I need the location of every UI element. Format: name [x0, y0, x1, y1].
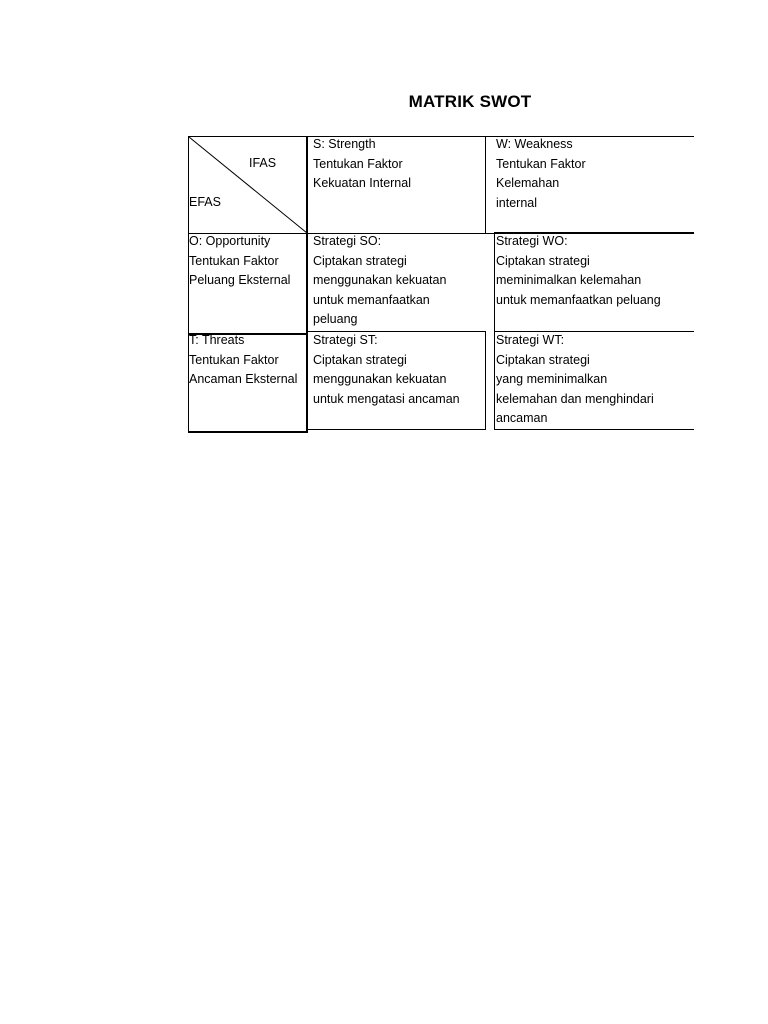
st-heading: Strategi ST: [313, 333, 378, 347]
threats-heading: T: Threats [189, 333, 245, 347]
opportunity-cell [189, 232, 290, 291]
wo-text: meminimalkan kelemahan [496, 273, 642, 288]
opportunity-heading: O: Opportunity [189, 234, 271, 248]
threats-cell [189, 331, 297, 390]
weakness-cell [496, 135, 586, 213]
page-title: MATRIK SWOT [408, 92, 532, 111]
strength-text: Tentukan Faktor [313, 156, 403, 171]
opportunity-text: Tentukan Faktor [189, 253, 279, 268]
wt-text: ancaman [496, 411, 548, 426]
weakness-text: internal [496, 195, 537, 210]
efas-label: EFAS [189, 195, 221, 209]
so-heading: Strategi SO: [313, 234, 382, 248]
wo-heading: Strategi WO: [496, 234, 568, 248]
ifas-label: IFAS [249, 156, 277, 170]
st-text: menggunakan kekuatan [313, 372, 447, 387]
so-text: untuk memanfaatkan [313, 292, 430, 307]
threats-text: Tentukan Faktor [189, 352, 279, 367]
wt-heading: Strategi WT: [496, 333, 565, 347]
strength-heading: S: Strength [313, 137, 376, 151]
so-text: menggunakan kekuatan [313, 273, 447, 288]
wt-strategy-cell [496, 331, 654, 429]
weakness-text: Kelemahan [496, 176, 560, 191]
wt-text: Ciptakan strategi [496, 352, 590, 367]
wo-text: Ciptakan strategi [496, 253, 590, 268]
weakness-text: Tentukan Faktor [496, 156, 586, 171]
so-text: peluang [313, 312, 358, 327]
weakness-heading: W: Weakness [496, 137, 573, 151]
strength-cell [313, 135, 411, 194]
so-text: Ciptakan strategi [313, 253, 407, 268]
opportunity-text: Peluang Eksternal [189, 273, 291, 288]
wt-text: yang meminimalkan [496, 372, 608, 387]
so-strategy-cell [313, 232, 446, 330]
st-text: Ciptakan strategi [313, 352, 407, 367]
wo-text: untuk memanfaatkan peluang [496, 292, 661, 307]
st-strategy-cell [313, 331, 460, 409]
strength-text: Kekuatan Internal [313, 176, 411, 191]
threats-text: Ancaman Eksternal [189, 372, 298, 387]
wo-strategy-cell [496, 232, 661, 310]
st-text: untuk mengatasi ancaman [313, 391, 460, 406]
wt-text: kelemahan dan menghindari [496, 391, 654, 406]
